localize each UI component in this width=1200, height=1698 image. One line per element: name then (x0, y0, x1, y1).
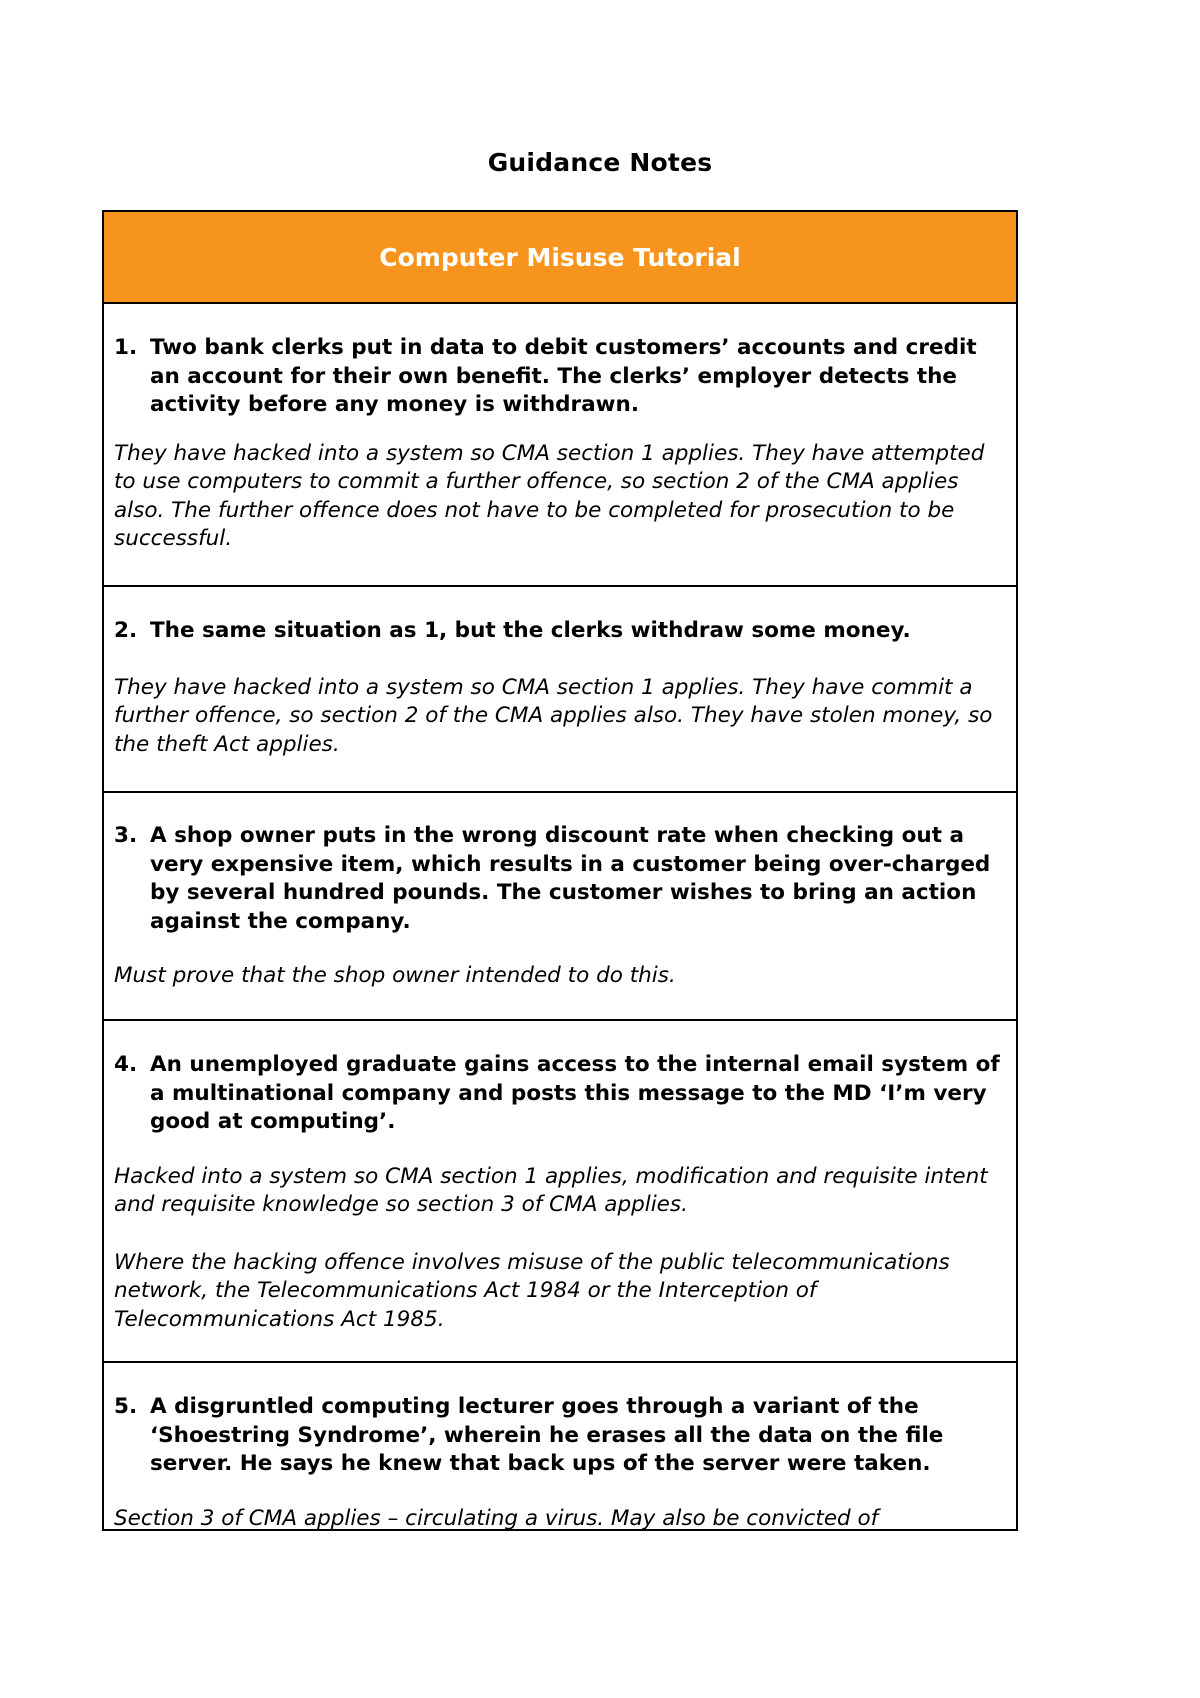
answer-text: Section 3 of CMA applies – circulating a virus. May also be convicted of (114, 1505, 879, 1529)
question-number: 5. (114, 1394, 138, 1419)
question-item (104, 587, 1016, 793)
tutorial-table (102, 210, 1018, 1531)
question (114, 1051, 1008, 1137)
answer-text: Where the hacking offence involves misuse of the public telecommunications network, the Telecommunications Act 1984 or the Interception of Telecommunications Act 1985. (114, 1249, 950, 1332)
document-title: Guidance Notes (487, 148, 713, 177)
answer-text: They have hacked into a system so CMA section 1 applies. They have commit a further offence, so section 2 of the CMA applies also. They have stolen money, so the theft Act applies. (114, 674, 993, 757)
question-number: 3. (114, 823, 138, 848)
question-item (104, 1021, 1016, 1363)
question-text: The same situation as 1, but the clerks withdraw some money. (150, 618, 911, 643)
table-header: Computer Misuse Tutorial (104, 212, 1016, 304)
question-item (104, 793, 1016, 1021)
question-text: A disgruntled computing lecturer goes through a variant of the ‘Shoestring Syndrome’, wherein he erases all the data on the file server. He says he knew that back ups of the server were taken. (150, 1394, 944, 1476)
question-number: 2. (114, 618, 138, 643)
question-number: 1. (114, 335, 138, 360)
question-text: A shop owner puts in the wrong discount rate when checking out a very expensive item, which results in a customer being over-charged by several hundred pounds. The customer wishes to bring an action against the company. (150, 823, 991, 934)
question (114, 822, 1008, 936)
question-text: Two bank clerks put in data to debit customers’ accounts and credit an account for their own benefit. The clerks’ employer detects the activity before any money is withdrawn. (150, 335, 977, 417)
answer-text: Must prove that the shop owner intended to do this. (114, 963, 676, 988)
answer-text: They have hacked into a system so CMA section 1 applies. They have attempted to use computers to commit a further offence, so section 2 of the CMA applies also. The further offence does not have to be completed for prosecution to be successful. (114, 440, 985, 551)
question (114, 334, 1008, 420)
question-item (104, 304, 1016, 587)
question-item (104, 1363, 1016, 1529)
question (114, 1393, 1008, 1479)
question (114, 617, 1008, 646)
answer-text: Hacked into a system so CMA section 1 applies, modification and requisite intent and requisite knowledge so section 3 of CMA applies. (114, 1163, 988, 1217)
question-text: An unemployed graduate gains access to the internal email system of a multinational company and posts this message to the MD ‘I’m very good at computing’. (150, 1052, 1000, 1134)
question-number: 4. (114, 1052, 138, 1077)
